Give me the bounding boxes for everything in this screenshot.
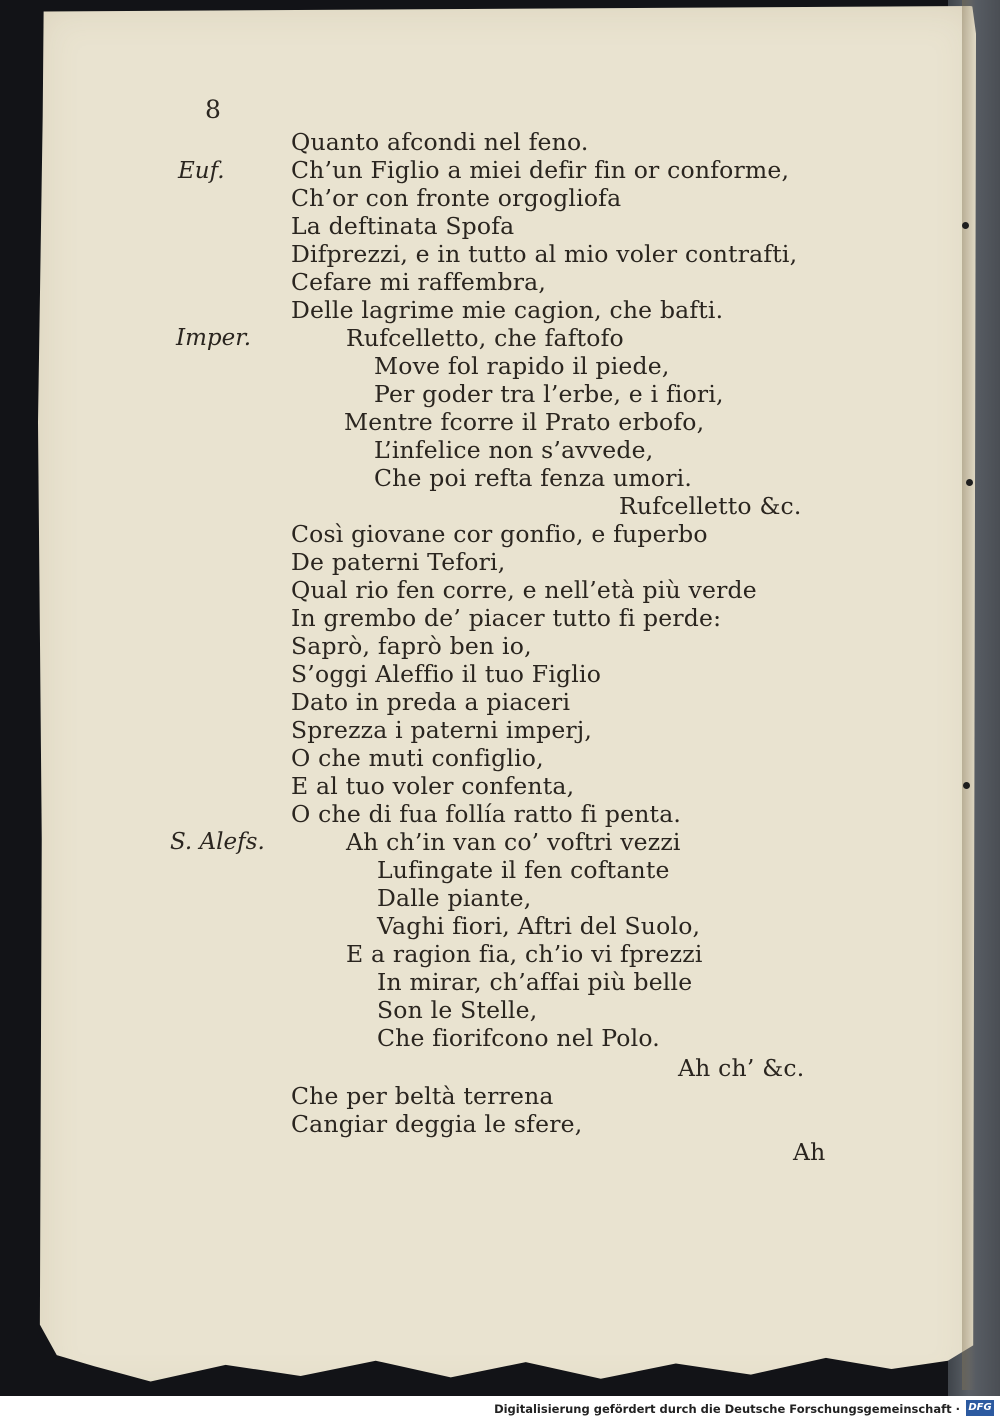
verse-line: Cefare mi raffembra, <box>291 268 547 296</box>
digitization-footer <box>0 1396 1000 1421</box>
verse-line: S’oggi Aleffio il tuo Figlio <box>291 660 602 688</box>
verse-line: Ch’un Figlio a miei defir fin or conforme, <box>291 156 790 184</box>
aria-line: Vaghi fiori, Aftri del Suolo, <box>377 912 701 940</box>
da-capo-line: Rufcelletto &c. <box>619 492 802 520</box>
aria-line: Che fiorifcono nel Polo. <box>377 1024 660 1052</box>
verse-line: Cangiar deggia le sfere, <box>291 1110 583 1138</box>
verse-line: La deftinata Spofa <box>291 212 515 240</box>
aria-line: Per goder tra l’erbe, e i fiori, <box>374 380 724 408</box>
aria-line: Ah ch’in van co’ voftri vezzi <box>346 828 681 856</box>
verse-line: O che di fua follía ratto fi penta. <box>291 800 682 828</box>
aria-line: Lufingate il fen coftante <box>377 856 670 884</box>
speaker-label-alessio: S. Alefs. <box>170 829 265 855</box>
aria-line: L’infelice non s’avvede, <box>374 436 654 464</box>
verse-line: In grembo de’ piacer tutto fi perde: <box>291 604 722 632</box>
verse-line: Che per beltà terrena <box>291 1082 554 1110</box>
verse-line: Così giovane cor gonfio, e fuperbo <box>291 520 708 548</box>
binding-hole <box>963 782 970 789</box>
verse-line: Sprezza i paterni imperj, <box>291 716 593 744</box>
verse-line: Delle lagrime mie cagion, che bafti. <box>291 296 724 324</box>
page-edge-shadow <box>962 0 976 1390</box>
verse-line: E al tuo voler confenta, <box>291 772 575 800</box>
catchword: Ah <box>793 1138 826 1166</box>
verse-line: Qual rio fen corre, e nell’età più verde <box>291 576 757 604</box>
binding-hole <box>966 479 973 486</box>
aria-line: Move fol rapido il piede, <box>374 352 670 380</box>
verse-line: Ch’or con fronte orgogliofa <box>291 184 622 212</box>
aria-line: In mirar, ch’affai più belle <box>377 968 693 996</box>
verse-line: Saprò, faprò ben io, <box>291 632 532 660</box>
aria-line: Che poi refta fenza umori. <box>374 464 693 492</box>
verse-line: Difprezzi, e in tutto al mio voler contrafti, <box>291 240 798 268</box>
da-capo-line: Ah ch’ &c. <box>678 1054 805 1082</box>
aria-line: Dalle piante, <box>377 884 532 912</box>
verse-line: Dato in preda a piaceri <box>291 688 571 716</box>
aria-line: Rufcelletto, che faftofo <box>346 324 624 352</box>
verse-line: De paterni Tefori, <box>291 548 506 576</box>
footer-credit: Digitalisierung gefördert durch die Deutsche Forschungsgemeinschaft · <box>494 1402 960 1416</box>
speaker-label-imper: Imper. <box>176 325 252 351</box>
speaker-label-euf: Euf. <box>178 158 225 184</box>
dfg-logo: DFG <box>966 1400 994 1416</box>
page-number: 8 <box>205 95 221 124</box>
verse-line: Quanto afcondi nel feno. <box>291 128 589 156</box>
aria-line: E a ragion fia, ch’io vi fprezzi <box>346 940 703 968</box>
aria-line: Mentre fcorre il Prato erbofo, <box>344 408 705 436</box>
binding-hole <box>962 222 969 229</box>
aria-line: Son le Stelle, <box>377 996 538 1024</box>
verse-line: O che muti configlio, <box>291 744 544 772</box>
